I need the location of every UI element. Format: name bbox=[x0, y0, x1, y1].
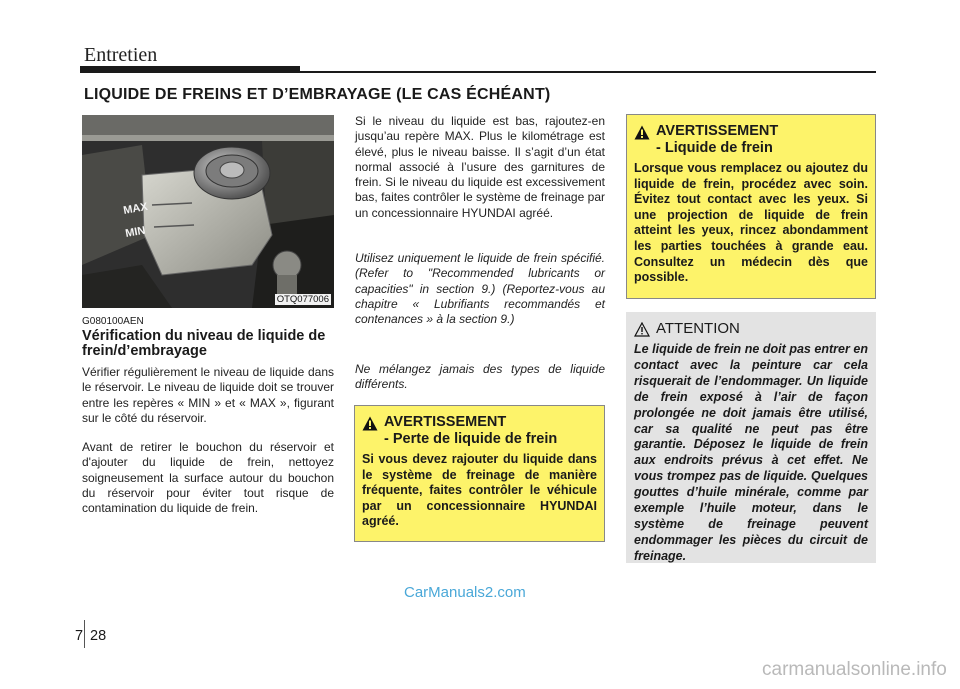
header-rule-thin bbox=[80, 71, 876, 73]
header-title: Entretien bbox=[84, 44, 158, 66]
warning-box-brake-fluid bbox=[626, 114, 876, 299]
warning-subtitle: - Liquide de frein bbox=[656, 140, 773, 156]
warning-triangle-icon bbox=[634, 125, 650, 140]
page-number: 28 bbox=[90, 628, 107, 644]
middle-paragraph-1: Si le niveau du liquide est bas, rajoutez-en jusqu’au repère MAX. Plus le kilométrage est élevé, plus le niveau baisse. Il s’agit d’un état normal associé à l’usure des garnitures de frein. Si le niveau du liquide est excessivement bas, faites contrôler le système de freinage par un concessionnaire HYUNDAI agréé. bbox=[355, 114, 605, 220]
page-section-number: 7 bbox=[75, 628, 84, 644]
section-title: LIQUIDE DE FREINS ET D’EMBRAYAGE (LE CAS ÉCHÉANT) bbox=[84, 86, 551, 103]
watermark: CarManuals2.com bbox=[404, 584, 526, 601]
attention-box bbox=[626, 312, 876, 563]
warning-title: AVERTISSEMENT bbox=[384, 414, 507, 430]
warning-text: Lorsque vous remplacez ou ajoutez du liquide de frein, procédez avec soin. Évitez tout contact avec les yeux. Si une projection de liquide de frein atteint les yeux, rincez abondamment les parties touchées à grande eau. Consultez un médecin dès que possible. bbox=[634, 161, 868, 285]
sub-heading: Vérification du niveau de liquide de frein/d’embrayage bbox=[82, 328, 326, 359]
warning-box-fluid-loss bbox=[354, 405, 605, 542]
reference-code: G080100AEN bbox=[82, 316, 144, 327]
photo-code: OTQ077006 bbox=[276, 294, 329, 305]
attention-triangle-icon bbox=[634, 322, 650, 337]
warning-title: AVERTISSEMENT bbox=[656, 123, 779, 139]
footer-site-watermark: carmanualsonline.info bbox=[762, 659, 947, 680]
reservoir-illustration bbox=[82, 115, 334, 308]
left-paragraph-2: Avant de retirer le bouchon du réservoir et d'ajouter du liquide de frein, nettoyez soigneusement la surface autour du bouchon du réservoir pour éviter tout risque de contamination du liquide de frein. bbox=[82, 440, 334, 516]
middle-paragraph-3: Ne mélangez jamais des types de liquide différents. bbox=[355, 362, 605, 392]
middle-paragraph-2: Utilisez uniquement le liquide de frein spécifié. (Refer to "Recommended lubricants or capacities" in section 9.) (Reportez-vous au chapitre « Lubrifiants recommandés et contenances » à la section 9.) bbox=[355, 251, 605, 327]
min-mark-label: MIN bbox=[124, 224, 147, 240]
attention-text: Le liquide de frein ne doit pas entrer en contact avec la peinture car cela risquerait de l’endommager. Un liquide de frein exposé à l’air de façon prolongée ne doit jamais être utilisé, car sa qualité ne peut pas être garantie. Déposez le liquide de frein aux endroits prévus à cet effet. Ne vous trompez pas de liquide. Quelques gouttes d’huile minérale, comme par exemple l’huile moteur, dans le système de freinage peuvent endommager les pièces du circuit de freinage. bbox=[634, 342, 868, 563]
max-mark-label: MAX bbox=[122, 200, 149, 217]
warning-triangle-icon bbox=[362, 416, 378, 431]
left-paragraph-1: Vérifier régulièrement le niveau de liquide dans le réservoir. Le niveau de liquide doit se trouver entre les repères « MIN » et « MAX », figurant sur le côté du réservoir. bbox=[82, 365, 334, 425]
page-number-divider bbox=[84, 620, 85, 648]
attention-title: ATTENTION bbox=[656, 320, 740, 337]
warning-subtitle: - Perte de liquide de frein bbox=[384, 431, 558, 447]
reservoir-photo bbox=[82, 115, 334, 308]
warning-text: Si vous devez rajouter du liquide dans le système de freinage de manière fréquente, faites contrôler le véhicule par un concessionnaire HYUNDAI agréé. bbox=[362, 452, 597, 529]
